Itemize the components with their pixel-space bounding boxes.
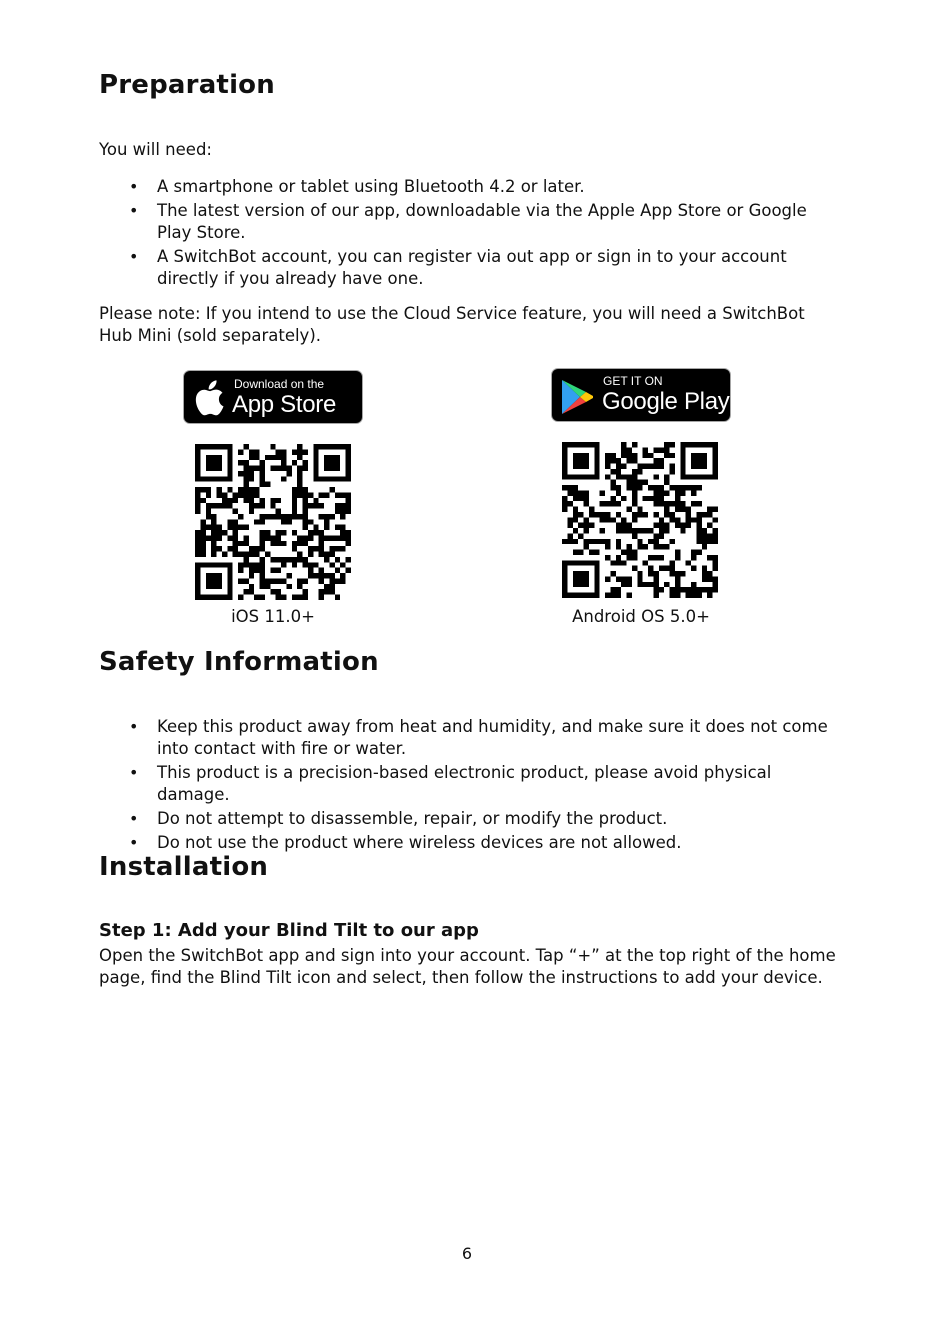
list-item-text: A smartphone or tablet using Bluetooth 4.2 or later. xyxy=(157,177,585,196)
list-item-text: The latest version of our app, downloadable via the Apple App Store or Google Play Store. xyxy=(157,201,807,242)
android-version-caption: Android OS 5.0+ xyxy=(572,607,710,626)
step1-text: Open the SwitchBot app and sign into your account. Tap “+” at the top right of the home page, find the Blind Tilt icon and select, then follow the instructions to add your device. xyxy=(99,946,836,987)
app-store-badge[interactable] xyxy=(183,370,363,424)
preparation-intro: You will need: xyxy=(99,140,212,159)
apple-logo-icon xyxy=(194,380,224,416)
preparation-heading: Preparation xyxy=(99,70,275,100)
requirements-list xyxy=(99,176,839,292)
ios-qr-code xyxy=(195,444,351,600)
app-store-big-text: App Store xyxy=(232,391,337,418)
list-item xyxy=(99,716,839,760)
installation-heading: Installation xyxy=(99,852,269,882)
list-item-text: This product is a precision-based electronic product, please avoid physical damage. xyxy=(157,763,772,804)
list-item-text: Do not attempt to disassemble, repair, or modify the product. xyxy=(157,809,668,828)
cloud-service-note: Please note: If you intend to use the Cloud Service feature, you will need a SwitchBot Hub Mini (sold separately). xyxy=(99,304,805,345)
google-play-badge[interactable] xyxy=(551,368,731,422)
bullet-icon: • xyxy=(129,177,139,196)
page-number: 6 xyxy=(461,1244,473,1263)
google-play-small-text: GET IT ON xyxy=(603,374,663,388)
bullet-icon: • xyxy=(129,201,139,220)
app-store-small-text: Download on the xyxy=(234,377,325,391)
android-qr-code xyxy=(562,442,718,598)
list-item xyxy=(99,832,839,854)
bullet-icon: • xyxy=(129,247,139,266)
bullet-icon: • xyxy=(129,763,139,782)
list-item xyxy=(99,246,839,290)
google-play-big-text: Google Play xyxy=(602,388,730,415)
safety-heading: Safety Information xyxy=(99,647,379,677)
list-item xyxy=(99,176,839,198)
list-item-text: Do not use the product where wireless devices are not allowed. xyxy=(157,833,682,852)
ios-version-caption: iOS 11.0+ xyxy=(231,607,315,626)
bullet-icon: • xyxy=(129,717,139,736)
google-play-icon xyxy=(560,379,594,415)
list-item xyxy=(99,808,839,830)
bullet-icon: • xyxy=(129,809,139,828)
list-item-text: Keep this product away from heat and humidity, and make sure it does not come into contact with fire or water. xyxy=(157,717,828,758)
list-item-text: A SwitchBot account, you can register via out app or sign in to your account directly if you already have one. xyxy=(157,247,787,288)
bullet-icon: • xyxy=(129,833,139,852)
list-item xyxy=(99,200,839,244)
safety-list xyxy=(99,716,839,856)
list-item xyxy=(99,762,839,806)
step1-title: Step 1: Add your Blind Tilt to our app xyxy=(99,920,479,941)
